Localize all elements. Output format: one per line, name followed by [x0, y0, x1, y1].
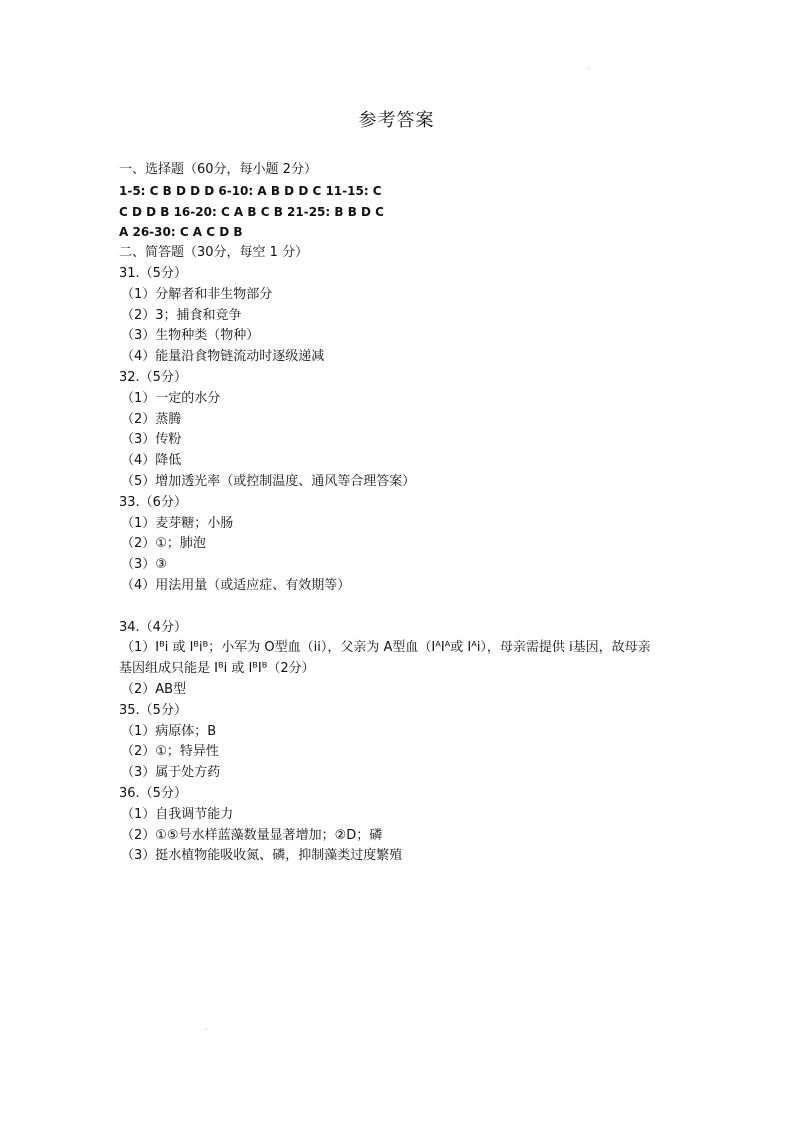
q34-item-1-line-1: （1）Iᴮi 或 Iᴮiᴮ；小军为 O型血（ii），父亲为 A型血（IᴬIᴬ或 Iᴬi），母亲需提供 i基因，故母亲 [121, 640, 651, 656]
q32-item-1: （1）一定的水分 [121, 390, 221, 406]
scan-speck [588, 68, 590, 70]
choice-answers-line-2: C D D B 16-20: C A B C B 21-25: B B D C [119, 204, 384, 219]
q36-item-2: （2）①⑤号水样蓝藻数量显著增加；②D；磷 [121, 827, 383, 843]
q34-label: 34.（4分） [119, 619, 187, 635]
q31-item-1: （1）分解者和非生物部分 [121, 286, 273, 302]
section1-heading: 一、选择题（60分，每小题 2分） [119, 162, 317, 177]
q33-item-3: （3）③ [121, 557, 167, 573]
q33-item-2: （2）①；肺泡 [121, 536, 206, 552]
q35-label: 35.（5分） [119, 702, 187, 718]
q35-item-2: （2）①；特异性 [121, 744, 219, 760]
q32-item-2: （2）蒸腾 [121, 411, 182, 427]
q36-label: 36.（5分） [119, 785, 187, 801]
q31-item-2: （2）3；捕食和竞争 [121, 307, 242, 323]
q32-label: 32.（5分） [119, 369, 187, 385]
q35-item-3: （3）属于处方药 [121, 765, 221, 781]
choice-answers-line-1: 1-5: C B D D D 6-10: A B D D C 11-15: C [119, 183, 382, 198]
page-title: 参考答案 [358, 110, 435, 131]
q31-label: 31.（5分） [119, 265, 187, 281]
q33-item-4: （4）用法用量（或适应症、有效期等） [121, 577, 351, 593]
q33-item-1: （1）麦芽糖；小肠 [121, 515, 234, 531]
scan-speck [205, 1028, 207, 1030]
spacer [119, 597, 699, 618]
q35-item-1: （1）病原体；B [121, 723, 217, 739]
q33-label: 33.（6分） [119, 494, 187, 510]
q32-item-4: （4）降低 [121, 453, 182, 469]
q31-item-4: （4）能量沿食物链流动时逐级递减 [121, 349, 325, 365]
choice-answers-line-3: A 26-30: C A C D B [119, 225, 243, 240]
answer-key-body [119, 160, 699, 867]
q32-item-3: （3）传粉 [121, 432, 182, 448]
q34-item-2: （2）AB型 [121, 681, 187, 697]
q34-item-1-line-2: 基因组成只能是 Iᴮi 或 IᴮIᴮ（2分） [119, 661, 315, 677]
q36-item-1: （1）自我调节能力 [121, 806, 234, 822]
section2-heading: 二、简答题（30分，每空 1 分） [119, 245, 309, 261]
q31-item-3: （3）生物种类（物种） [121, 328, 260, 344]
q32-item-5: （5）增加透光率（或控制温度、通风等合理答案） [121, 473, 416, 489]
q36-item-3: （3）挺水植物能吸收氮、磷，抑制藻类过度繁殖 [121, 848, 403, 864]
